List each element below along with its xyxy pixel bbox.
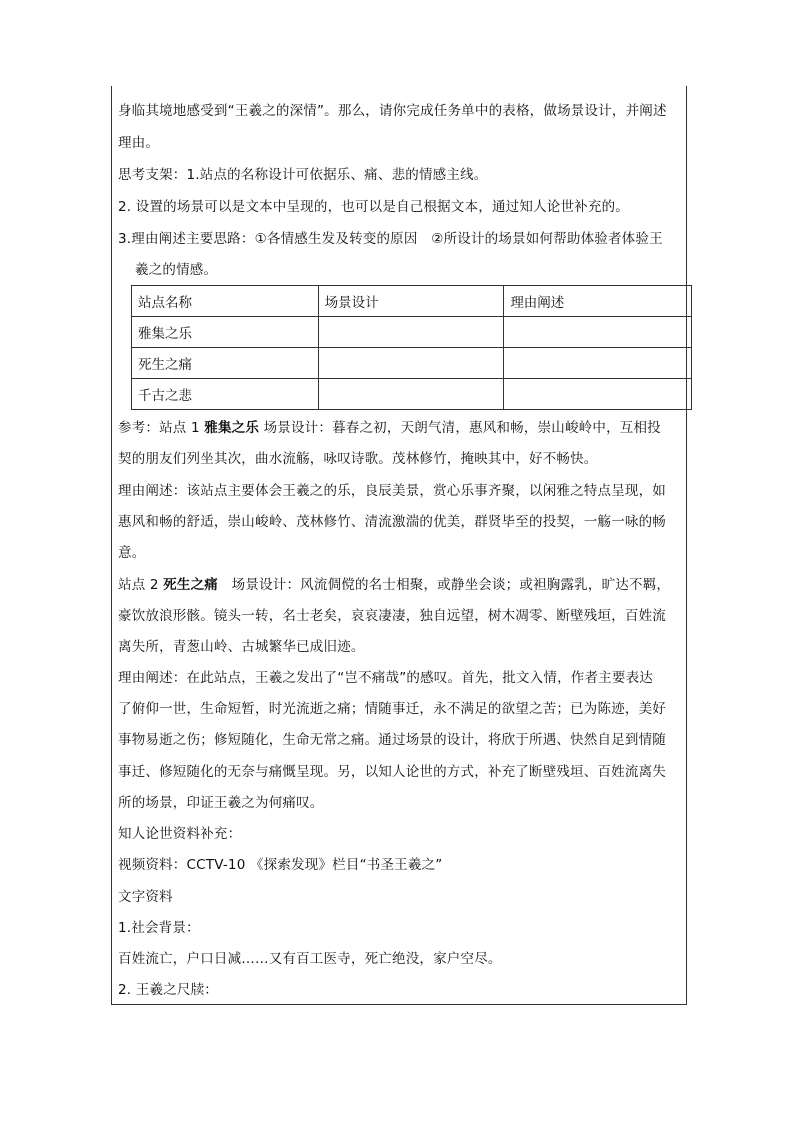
intro-line-2: 理由。 [118,135,160,151]
scaffold-line-4: 羲之的情感。 [135,262,218,278]
reference-line-1 [118,418,661,438]
table-cell [504,317,692,348]
reference-line-7: 豪饮放浪形骸。镜头一转，名士老矣，哀哀凄凄，独自远望，树木凋零、断壁残垣，百姓流 [118,608,666,624]
social-background-text: 百姓流亡，户口日减……又有百工医寺，死亡绝没，家户空尽。 [118,951,502,967]
table-cell: 死生之痛 [132,348,319,379]
table-row [132,379,692,410]
table-cell [504,379,692,410]
reference-line-2: 契的朋友们列坐其次，曲水流觞，咏叹诗歌。茂林修竹，掩映其中，好不畅快。 [118,451,598,467]
scaffold-line-2: 2. 设置的场景可以是文本中呈现的，也可以是自己根据文本，通过知人论世补充的。 [118,199,629,215]
table-cell: 雅集之乐 [132,317,319,348]
scaffold-line-3: 3.理由阐述主要思路：①各情感生发及转变的原因 ②所设计的场景如何帮助体验者体验王 [118,231,663,247]
reference-line-10: 了俯仰一世，生命短暂，时光流逝之痛；情随事迁，永不满足的欲望之苦；已为陈迹，美好 [118,701,666,717]
letters-heading: 2. 王羲之尺牍： [118,982,218,998]
table-cell [504,348,692,379]
intro-line-1: 身临其境地感受到“王羲之的深情”。那么，请你完成任务单中的表格，做场景设计，并阐述 [118,103,667,119]
supplement-heading: 知人论世资料补充： [118,826,242,842]
table-cell [318,348,504,379]
reference-line-12: 事迁、修短随化的无奈与痛慨呈现。另，以知人论世的方式，补充了断壁残垣、百姓流离失 [118,764,666,780]
video-material: 视频资料：CCTV-10 《探索发现》栏目“书圣王羲之” [118,857,443,873]
table-row [132,317,692,348]
reference-line-9: 理由阐述：在此站点，王羲之发出了“岂不痛哉”的感叹。首先，批文入情，作者主要表达 [118,670,653,686]
table-cell [318,317,504,348]
scaffold-line-1: 思考支架：1.站点的名称设计可依据乐、痛、悲的情感主线。 [118,167,488,183]
station-2-prefix: 站点 2 [118,577,164,593]
table-header-row [132,286,692,317]
social-background-heading: 1.社会背景： [118,920,200,936]
reference-line-13: 所的场景，印证王羲之为何痛叹。 [118,795,324,811]
text-material-heading: 文字资料 [118,889,173,905]
station-2-title: 死生之痛 [163,577,218,593]
task-table [131,285,692,410]
reference-line-11: 事物易逝之伤；修短随化，生命无常之痛。通过场景的设计，将欣于所遇、快然自足到情随 [118,732,666,748]
station-2-line [118,575,670,595]
table-row [132,348,692,379]
station-1-title: 雅集之乐 [204,420,260,436]
reference-line-3: 理由阐述：该站点主要体会王羲之的乐，良辰美景，赏心乐事齐聚，以闲雅之特点呈现，如 [118,483,666,499]
table-cell [318,379,504,410]
reference-line-8: 离失所，青葱山岭、古城繁华已成旧迹。 [118,639,365,655]
table-header-cell: 场景设计 [318,286,504,317]
table-cell: 千古之悲 [132,379,319,410]
table-header-cell: 理由阐述 [504,286,692,317]
table-header-cell: 站点名称 [132,286,319,317]
reference-line-5: 意。 [118,545,146,561]
reference-prefix: 参考：站点 1 [118,420,205,436]
reference-line-4: 惠风和畅的舒适，崇山峻岭、茂林修竹、清流激湍的优美，群贤毕至的投契，一觞一咏的畅 [118,514,666,530]
reference-text: 场景设计：暮春之初，天朗气清，惠风和畅，崇山峻岭中，互相投 [259,420,661,436]
station-2-text: 场景设计：风流倜傥的名士相聚，或静坐会谈；或袒胸露乳，旷达不羁， [217,577,671,593]
